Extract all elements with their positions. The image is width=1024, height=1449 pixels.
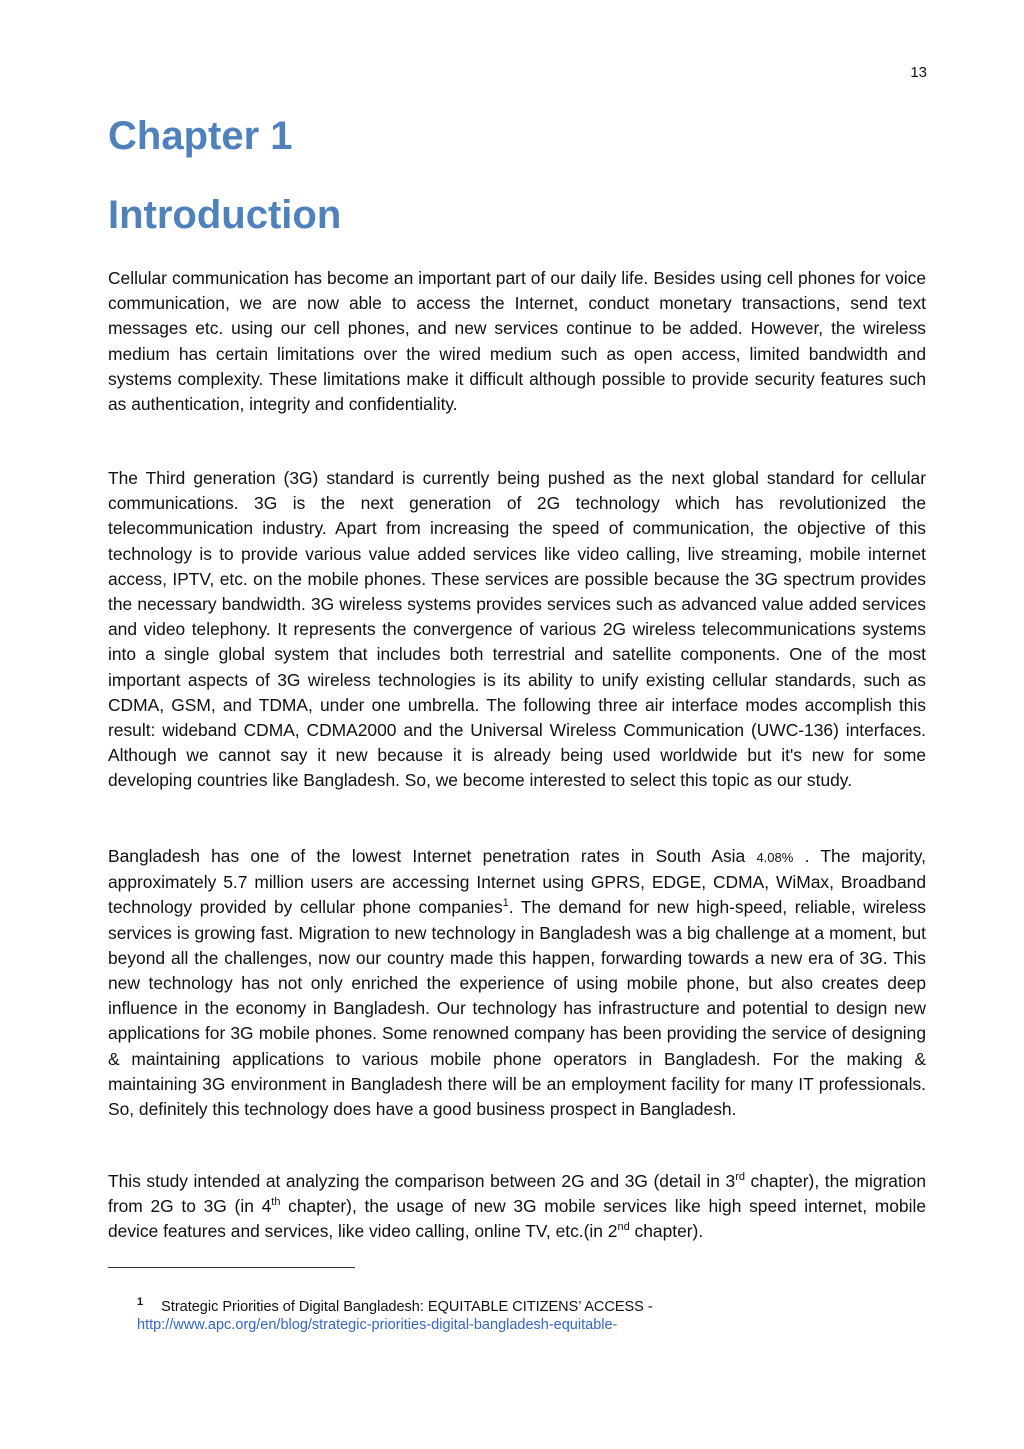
paragraph-intro: Cellular communication has become an important part of our daily life. Besides using cell phones for voice communication, we are now able to access the Internet, conduct monetary transactions, send text messages etc. using our cell phones, and new services continue to be added. However, the wireless medium has certain limitations over the wired medium such as open access, limited bandwidth and systems complexity. These limitations make it difficult although possible to provide security features such as authentication, integrity and confidentiality. <box>108 268 926 415</box>
ordinal-suffix: nd <box>617 1221 630 1234</box>
footnote-text: Strategic Priorities of Digital Bangladesh: EQUITABLE CITIZENS’ ACCESS - <box>161 1298 653 1315</box>
paragraph-3g-standard: The Third generation (3G) standard is currently being pushed as the next global standard for cellular communications. 3G is the next generation of 2G technology which has revolutionized the telecommunication industry. Apart from increasing the speed of communication, the objective of this technology is to provide various value added services like video calling, live streaming, mobile internet access, IPTV, etc. on the mobile phones. These services are possible because the 3G spectrum provides the necessary bandwidth. 3G wireless systems provides services such as advanced value added services and video telephony. It represents the convergence of various 2G wireless telecommunications systems into a single global system that includes both terrestrial and satellite components. One of the most important aspects of 3G wireless technologies is its ability to unify existing cellular standards, such as CDMA, GSM, and TDMA, under one umbrella. The following three air interface modes accomplish this result: wideband CDMA, CDMA2000 and the Universal Wireless Communication (UWC-136) interfaces. Although we cannot say it new because it is already being used worldwide but it's new for some developing countries like Bangladesh. So, we become interested to select this topic as our study. <box>108 468 926 791</box>
footnote-reference[interactable]: 1 <box>502 897 509 910</box>
paragraph-text: This study intended at analyzing the comparison between 2G and 3G (detail in 3 <box>108 1171 736 1191</box>
paragraph-text: chapter). <box>629 1221 704 1242</box>
paragraph-text: Bangladesh has one of the lowest Internet penetration rates in South Asia <box>108 846 746 866</box>
chapter-title: Introduction <box>108 193 342 237</box>
ordinal-suffix: th <box>271 1196 281 1209</box>
penetration-rate: 4.08% <box>756 850 794 865</box>
paragraph-text: . The demand for new high-speed, reliable, wireless services is growing fast. Migration to new technology in Bangladesh was a big challenge at a moment, but beyond all the challenges, now our country made this happen, forwarding towards a new era of 3G. This new technology has not only enriched the experience of using mobile phone, but also creates deep influence in the economy in Bangladesh. Our technology has infrastructure and potential to design new applications for 3G mobile phones. Some renowned company has been providing the service of designing & maintaining applications to various mobile phone operators in Bangladesh. For the making & maintaining 3G environment in Bangladesh there will be an employment facility for many IT professionals. So, definitely this technology does have a good business prospect in Bangladesh. <box>108 897 927 1120</box>
paragraph-bangladesh <box>108 844 926 1122</box>
ordinal-suffix: rd <box>735 1171 745 1184</box>
paragraph-text: chapter), the migration from 2G to 3G (in 4 <box>108 1171 926 1217</box>
footnote-divider <box>108 1267 355 1268</box>
paragraph-text: chapter), the usage of new 3G mobile services like high speed internet, mobile device features and services, like video calling, online TV, etc.(in 2 <box>108 1196 926 1242</box>
paragraph-text: . The majority, approximately 5.7 million users are accessing Internet using GPRS, EDGE, CDMA, WiMax, Broadband technology provided by cellular phone companies <box>108 846 926 918</box>
page-number: 13 <box>910 64 927 81</box>
footnote-link[interactable]: http://www.apc.org/en/blog/strategic-priorities-digital-bangladesh-equitable- <box>137 1317 618 1333</box>
chapter-number: Chapter 1 <box>108 114 293 158</box>
paragraph-study-scope <box>108 1169 926 1245</box>
footnote-marker: 1 <box>137 1296 144 1308</box>
